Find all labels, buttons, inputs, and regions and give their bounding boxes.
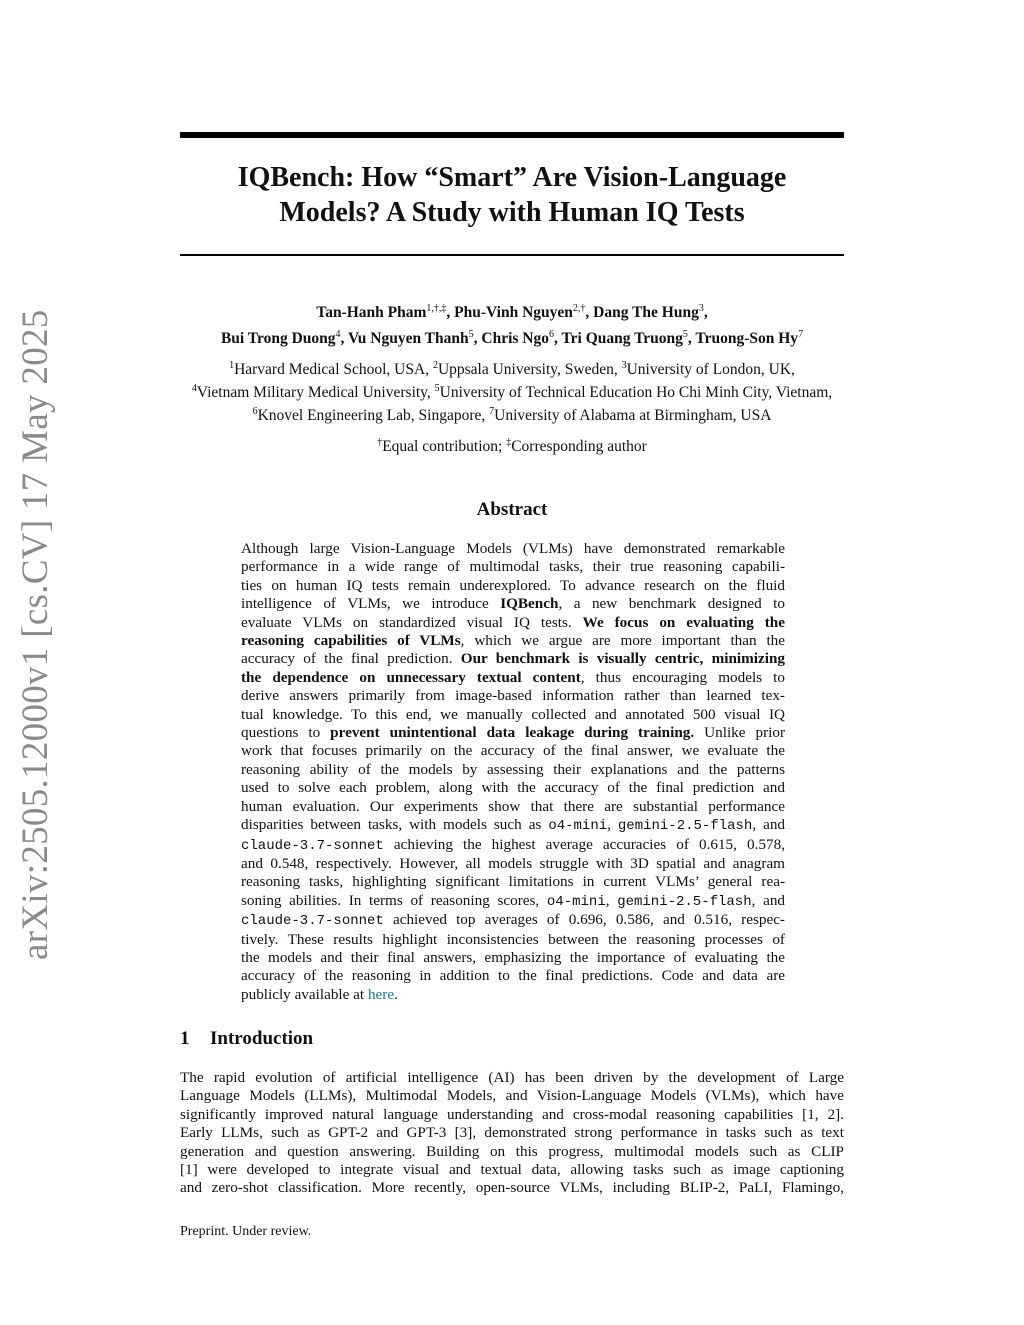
contribution-note [150, 433, 874, 456]
bold-text: We focus on evaluating the [582, 613, 785, 631]
bold-text: the dependence on unnecessary textual content [241, 668, 581, 686]
affiliation-text: Vietnam Military Medical University, [196, 384, 435, 402]
abstract-text: evaluate VLMs on standardized visual IQ tests. [241, 613, 583, 631]
arxiv-stamp: arXiv:2505.12000v1 [cs.CV] 17 May 2025 [15, 309, 56, 960]
abstract-text: , and [752, 816, 786, 834]
abstract-text: the models and their final answers, emphasizing the importance of evaluating the [241, 948, 785, 966]
introduction-line: The rapid evolution of artificial intelligence (AI) has been driven by the development of Large [180, 1069, 844, 1086]
abstract-line [241, 855, 785, 873]
author-affiliation-mark: 5 [682, 329, 688, 341]
abstract-line [241, 911, 785, 930]
affiliation-text: University of Alabama at Birmingham, USA [494, 407, 772, 425]
affiliation-list [150, 356, 874, 425]
bold-text: Our benchmark is visually centric, minimizing [460, 650, 785, 668]
title-top-rule [180, 132, 844, 138]
author-affiliation-mark: 2,† [572, 303, 586, 314]
title-line: Models? A Study with Human IQ Tests [279, 197, 745, 228]
abstract-body [241, 540, 785, 1004]
author-name: Bui Trong Duong [220, 330, 336, 348]
introduction-body [180, 1069, 844, 1198]
model-name: o4-mini [546, 893, 606, 910]
abstract-text: Unlike prior [694, 724, 786, 742]
abstract-heading: Abstract [476, 499, 548, 520]
abstract-text: performance in a wide range of multimodal tasks, their true reasoning capabili- [241, 558, 785, 576]
author-list [150, 298, 874, 350]
abstract-line [241, 595, 785, 613]
title-line: IQBench: How “Smart” Are Vision-Language [237, 162, 787, 193]
abstract-line [241, 873, 785, 891]
abstract-text: disparities between tasks, with models such as [241, 816, 549, 834]
author-name: Tri Quang Truong [561, 330, 683, 348]
equal-contribution-mark: † [377, 437, 383, 448]
abstract-text: , [605, 891, 618, 909]
abstract-line [241, 669, 785, 687]
abstract-line [241, 706, 785, 724]
affiliation-line [150, 402, 874, 425]
abstract-text: achieving the highest average accuracies of 0.615, 0.578, [383, 835, 785, 853]
abstract-line [241, 724, 785, 742]
author-name: Tan-Hanh Pham [316, 304, 427, 322]
introduction-line: generation and question answering. Building on this progress, multimodal models such as CLIP [180, 1142, 844, 1160]
equal-contribution-text: Equal contribution; [382, 438, 507, 456]
abstract-text: achieved top averages of 0.696, 0.586, and 0.516, respec- [383, 911, 785, 929]
paper-title [180, 160, 844, 230]
abstract-line [241, 892, 785, 911]
author-affiliation-mark: 6 [548, 329, 554, 341]
author-line [150, 324, 874, 350]
author-name: Phu-Vinh Nguyen [454, 304, 573, 322]
author-separator: , [473, 330, 482, 348]
affiliation-line [150, 356, 874, 379]
author-separator: , [446, 304, 455, 322]
abstract-text: human evaluation. Our experiments show that there are substantial performance [241, 797, 785, 815]
abstract-text: reasoning ability of the models by assessing their explanations and the patterns [241, 760, 785, 778]
affiliation-number: 2 [432, 360, 438, 371]
author-name: Truong-Son Hy [695, 330, 799, 348]
abstract-line [241, 779, 785, 797]
abstract-text: . [394, 985, 398, 1003]
section-number: 1 [180, 1028, 190, 1049]
bold-text: IQBench [500, 595, 559, 613]
abstract-line [241, 967, 785, 985]
abstract-text: , which we argue are more important than the [460, 632, 785, 650]
affiliation-number: 4 [191, 383, 197, 395]
abstract-text: Although large Vision-Language Models (VLMs) have demonstrated remarkable [241, 540, 785, 557]
author-name: Dang The Hung [593, 304, 699, 322]
code-data-link[interactable]: here [367, 985, 395, 1003]
abstract-text: questions to [241, 724, 331, 742]
author-separator: , [585, 304, 594, 322]
introduction-line: [1] were developed to integrate visual and textual data, allowing tasks such as image captioning [180, 1161, 844, 1179]
abstract-text: reasoning tasks, highlighting significant limitations in current VLMs’ general rea- [241, 873, 785, 891]
abstract-line [241, 687, 785, 705]
corresponding-author-mark: ‡ [506, 437, 512, 448]
affiliation-text: University of London, UK, [626, 361, 795, 379]
footer-note: Preprint. Under review. [180, 1224, 312, 1239]
abstract-text: derive answers primarily from image-based information rather than learned tex- [241, 687, 785, 705]
abstract-text: ties on human IQ tests remain underexplored. To advance research on the fluid [241, 576, 785, 594]
introduction-line: Language Models (LLMs), Multimodal Models, and Vision-Language Models (VLMs), which have [180, 1087, 844, 1105]
affiliation-number: 6 [252, 406, 258, 418]
abstract-text: intelligence of VLMs, we introduce [241, 595, 501, 613]
author-affiliation-mark: 4 [335, 329, 341, 341]
author-line [150, 298, 874, 324]
abstract-text: , [607, 816, 618, 834]
affiliation-number: 7 [489, 406, 495, 418]
affiliation-number: 5 [434, 383, 440, 395]
abstract-text: accuracy of the reasoning in addition to the final predictions. Code and data are [241, 967, 785, 985]
title-bottom-rule [180, 254, 844, 256]
affiliation-line [150, 379, 874, 402]
abstract-line [241, 742, 785, 760]
affiliation-text: University of Technical Education Ho Chi Minh City, Vietnam, [439, 384, 833, 402]
abstract-line [241, 650, 785, 668]
model-name: claude-3.7-sonnet [241, 837, 384, 854]
abstract-line [241, 816, 785, 835]
affiliation-number: 3 [621, 360, 627, 371]
abstract-text: soning abilities. In terms of reasoning scores, [241, 891, 547, 909]
introduction-line: Early LLMs, such as GPT-2 and GPT-3 [3], demonstrated strong performance in tasks such as text [180, 1124, 844, 1142]
author-affiliation-mark: 7 [798, 329, 804, 341]
author-affiliation-mark: 3 [698, 303, 704, 314]
abstract-text: , a new benchmark designed to [558, 595, 785, 613]
abstract-text: used to solve each problem, along with the accuracy of the final prediction and [241, 779, 785, 797]
author-separator: , [703, 304, 708, 322]
model-name: gemini-2.5-flash [617, 893, 752, 910]
author-name: Vu Nguyen Thanh [348, 330, 469, 348]
abstract-line [241, 836, 785, 855]
abstract-line [241, 931, 785, 949]
author-affiliation-mark: 1,†,‡ [426, 303, 447, 314]
abstract-line [241, 540, 785, 558]
section-heading-introduction [180, 1028, 313, 1050]
model-name: claude-3.7-sonnet [241, 913, 384, 930]
introduction-line: significantly improved natural language understanding and cross-modal reasoning capabilities [1, 2]. [180, 1105, 844, 1123]
abstract-line [241, 761, 785, 779]
abstract-text: , thus encouraging models to [580, 668, 785, 686]
section-title: Introduction [210, 1028, 314, 1049]
author-separator: , [687, 330, 696, 348]
abstract-line [241, 632, 785, 650]
abstract-text: tual knowledge. To this end, we manually collected and annotated 500 visual IQ [241, 705, 785, 723]
model-name: o4-mini [548, 818, 608, 835]
affiliation-text: Uppsala University, Sweden, [437, 361, 622, 379]
abstract-line [241, 558, 785, 576]
abstract-line [241, 577, 785, 595]
abstract-line [241, 614, 785, 632]
abstract-line [241, 986, 785, 1004]
author-affiliation-mark: 5 [468, 329, 474, 341]
model-name: gemini-2.5-flash [617, 818, 753, 835]
abstract-text: publicly available at [241, 985, 368, 1003]
author-name: Chris Ngo [481, 330, 549, 348]
abstract-text: work that focuses primarily on the accuracy of the final answer, we evaluate the [241, 742, 785, 760]
bold-text: prevent unintentional data leakage during training. [330, 724, 695, 742]
abstract-text: and 0.548, respectively. However, all models struggle with 3D spatial and anagram [241, 854, 785, 872]
affiliation-text: Knovel Engineering Lab, Singapore, [257, 407, 490, 425]
affiliation-text: Harvard Medical School, USA, [234, 361, 433, 379]
introduction-line: and zero-shot classification. More recently, open-source VLMs, including BLIP-2, PaLI, Flamingo, [180, 1179, 844, 1197]
abstract-text: , and [751, 891, 786, 909]
author-separator: , [553, 330, 562, 348]
corresponding-author-text: Corresponding author [511, 438, 647, 456]
abstract-text: tively. These results highlight inconsistencies between the reasoning processes of [241, 930, 785, 948]
abstract-text: accuracy of the final prediction. [241, 650, 461, 668]
bold-text: reasoning capabilities of VLMs [241, 632, 461, 650]
affiliation-number: 1 [229, 360, 235, 371]
abstract-line [241, 949, 785, 967]
abstract-line [241, 798, 785, 816]
author-separator: , [340, 330, 348, 348]
